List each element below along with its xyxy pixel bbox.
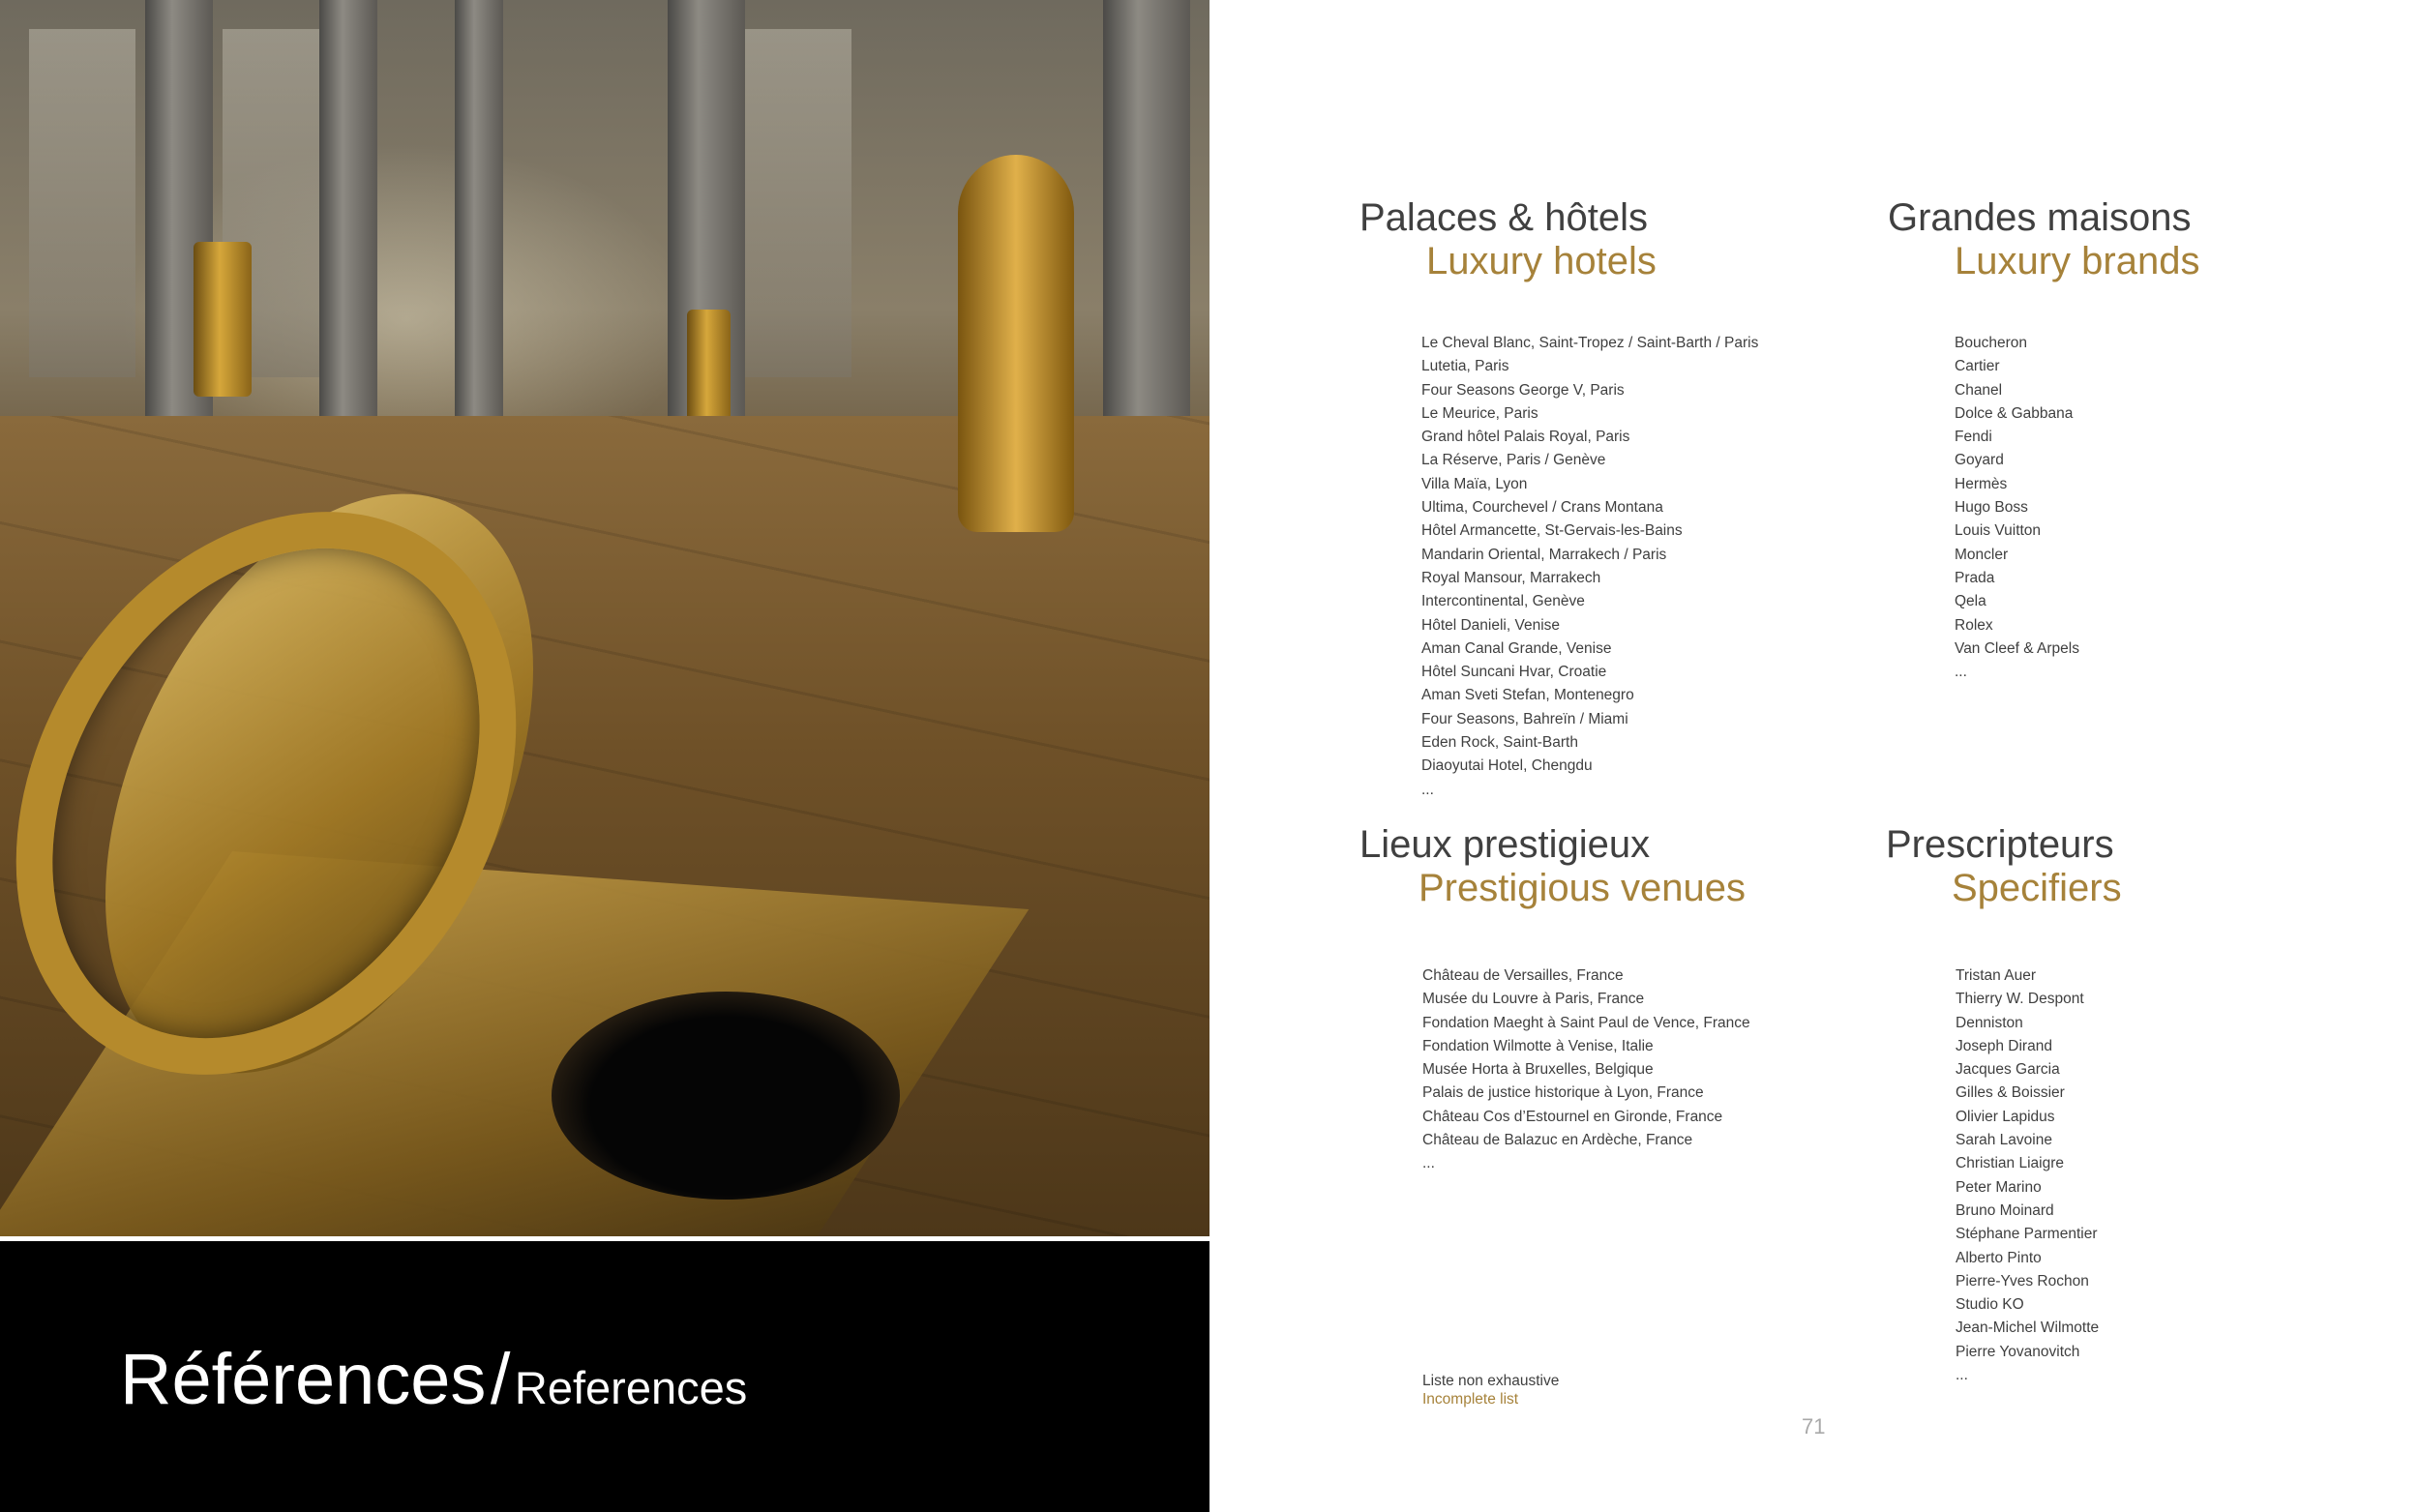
list-item: Le Meurice, Paris — [1421, 404, 1538, 422]
section-heading-en: Luxury hotels — [1426, 240, 1657, 282]
list-item: Alberto Pinto — [1956, 1249, 2042, 1266]
list-item: Eden Rock, Saint-Barth — [1421, 734, 1578, 752]
list-venues — [1422, 964, 1750, 1176]
list-item: Château de Versailles, France — [1422, 967, 1624, 984]
page-title — [120, 1338, 747, 1420]
list-item: Jacques Garcia — [1956, 1061, 2060, 1079]
list-hotels — [1421, 332, 1758, 802]
list-specifiers — [1956, 964, 2099, 1387]
page-title-en: References — [514, 1362, 748, 1413]
list-item: Chanel — [1955, 381, 2003, 399]
list-item: Musée du Louvre à Paris, France — [1422, 991, 1645, 1008]
photo-socket-opening — [552, 992, 900, 1200]
list-item: Christian Liaigre — [1956, 1155, 2064, 1172]
list-item: Jean-Michel Wilmotte — [1956, 1319, 2100, 1337]
list-item: Prada — [1955, 569, 1995, 586]
list-item: Diaoyutai Hotel, Chengdu — [1421, 757, 1593, 775]
list-item: Royal Mansour, Marrakech — [1421, 569, 1601, 586]
section-heading-fr: Prescripteurs — [1886, 823, 2114, 866]
list-item: Ultima, Courchevel / Crans Montana — [1421, 499, 1663, 517]
section-heading-fr: Lieux prestigieux — [1359, 823, 1651, 866]
list-item: Bruno Moinard — [1956, 1201, 2054, 1219]
list-item: Villa Maïa, Lyon — [1421, 475, 1528, 492]
section-heading-en: Prestigious venues — [1419, 867, 1746, 909]
list-item: Pierre Yovanovitch — [1956, 1343, 2080, 1360]
section-heading-fr: Grandes maisons — [1888, 196, 2192, 239]
list-item: Palais de justice historique à Lyon, France — [1422, 1084, 1704, 1102]
list-item: Lutetia, Paris — [1421, 358, 1509, 375]
section-heading-en: Luxury brands — [1955, 240, 2200, 282]
list-item: Gilles & Boissier — [1956, 1084, 2065, 1102]
list-item: Stéphane Parmentier — [1956, 1226, 2098, 1243]
list-item: Hermès — [1955, 475, 2008, 492]
list-item: Tristan Auer — [1956, 967, 2036, 984]
list-item: Hôtel Suncani Hvar, Croatie — [1421, 664, 1607, 681]
list-item: La Réserve, Paris / Genève — [1421, 452, 1606, 469]
list-item: Peter Marino — [1956, 1178, 2042, 1196]
section-hotels — [1359, 198, 1648, 237]
list-item: Rolex — [1955, 616, 1993, 634]
list-item: ... — [1421, 781, 1434, 798]
hero-photo — [0, 0, 1210, 1236]
list-item: Dolce & Gabbana — [1955, 404, 2074, 422]
list-item: ... — [1955, 664, 1967, 681]
list-item: ... — [1956, 1367, 1968, 1384]
list-item: Van Cleef & Arpels — [1955, 639, 2079, 657]
list-item: Denniston — [1956, 1014, 2023, 1031]
list-item: Hôtel Danieli, Venise — [1421, 616, 1561, 634]
list-item: Studio KO — [1956, 1296, 2024, 1314]
list-item: Qela — [1955, 593, 1986, 610]
list-item: Olivier Lapidus — [1956, 1108, 2055, 1125]
list-item: Fendi — [1955, 429, 1992, 446]
list-item: Thierry W. Despont — [1956, 991, 2084, 1008]
list-item: Château Cos d’Estournel en Gironde, France — [1422, 1108, 1723, 1125]
list-item: Sarah Lavoine — [1956, 1132, 2052, 1149]
list-item: Château de Balazuc en Ardèche, France — [1422, 1132, 1693, 1149]
photo-mirror — [29, 29, 135, 377]
list-note-en: Incomplete list — [1422, 1391, 1519, 1408]
list-item: Goyard — [1955, 452, 2004, 469]
photo-gilded-ornament — [687, 310, 731, 426]
list-item: Musée Horta à Bruxelles, Belgique — [1422, 1061, 1654, 1079]
list-note — [1422, 1372, 1559, 1408]
list-item: Cartier — [1955, 358, 2000, 375]
list-item: Intercontinental, Genève — [1421, 593, 1585, 610]
photo-mirror — [735, 29, 851, 377]
list-item: Boucheron — [1955, 335, 2027, 351]
list-item: ... — [1422, 1155, 1435, 1172]
list-item: Four Seasons George V, Paris — [1421, 381, 1625, 399]
list-item: Pierre-Yves Rochon — [1956, 1272, 2089, 1290]
photo-gilded-ornament — [194, 242, 252, 397]
list-item: Fondation Maeght à Saint Paul de Vence, France — [1422, 1014, 1750, 1031]
list-item: Louis Vuitton — [1955, 522, 2042, 540]
list-item: Hôtel Armancette, St-Gervais-les-Bains — [1421, 522, 1683, 540]
page-title-fr: Références — [120, 1339, 487, 1419]
page-number: 71 — [1802, 1414, 1826, 1438]
page-title-separator: / — [490, 1339, 511, 1419]
list-item: Aman Canal Grande, Venise — [1421, 639, 1612, 657]
list-item: Fondation Wilmotte à Venise, Italie — [1422, 1037, 1654, 1054]
photo-gilded-statue — [958, 155, 1074, 532]
list-item: Moncler — [1955, 546, 2009, 563]
list-item: Mandarin Oriental, Marrakech / Paris — [1421, 546, 1667, 563]
list-item: Grand hôtel Palais Royal, Paris — [1421, 429, 1630, 446]
section-venues — [1359, 825, 1650, 864]
section-brands — [1888, 198, 2191, 237]
section-heading-en: Specifiers — [1952, 867, 2122, 909]
list-item: Hugo Boss — [1955, 499, 2028, 517]
list-item: Aman Sveti Stefan, Montenegro — [1421, 687, 1634, 704]
list-note-fr: Liste non exhaustive — [1422, 1373, 1560, 1389]
section-specifiers — [1886, 825, 2114, 864]
list-item: Joseph Dirand — [1956, 1037, 2052, 1054]
section-heading-fr: Palaces & hôtels — [1359, 196, 1648, 239]
list-item: Le Cheval Blanc, Saint-Tropez / Saint-Barth / Paris — [1421, 335, 1759, 351]
list-brands — [1955, 332, 2079, 684]
list-item: Four Seasons, Bahreïn / Miami — [1421, 710, 1628, 727]
